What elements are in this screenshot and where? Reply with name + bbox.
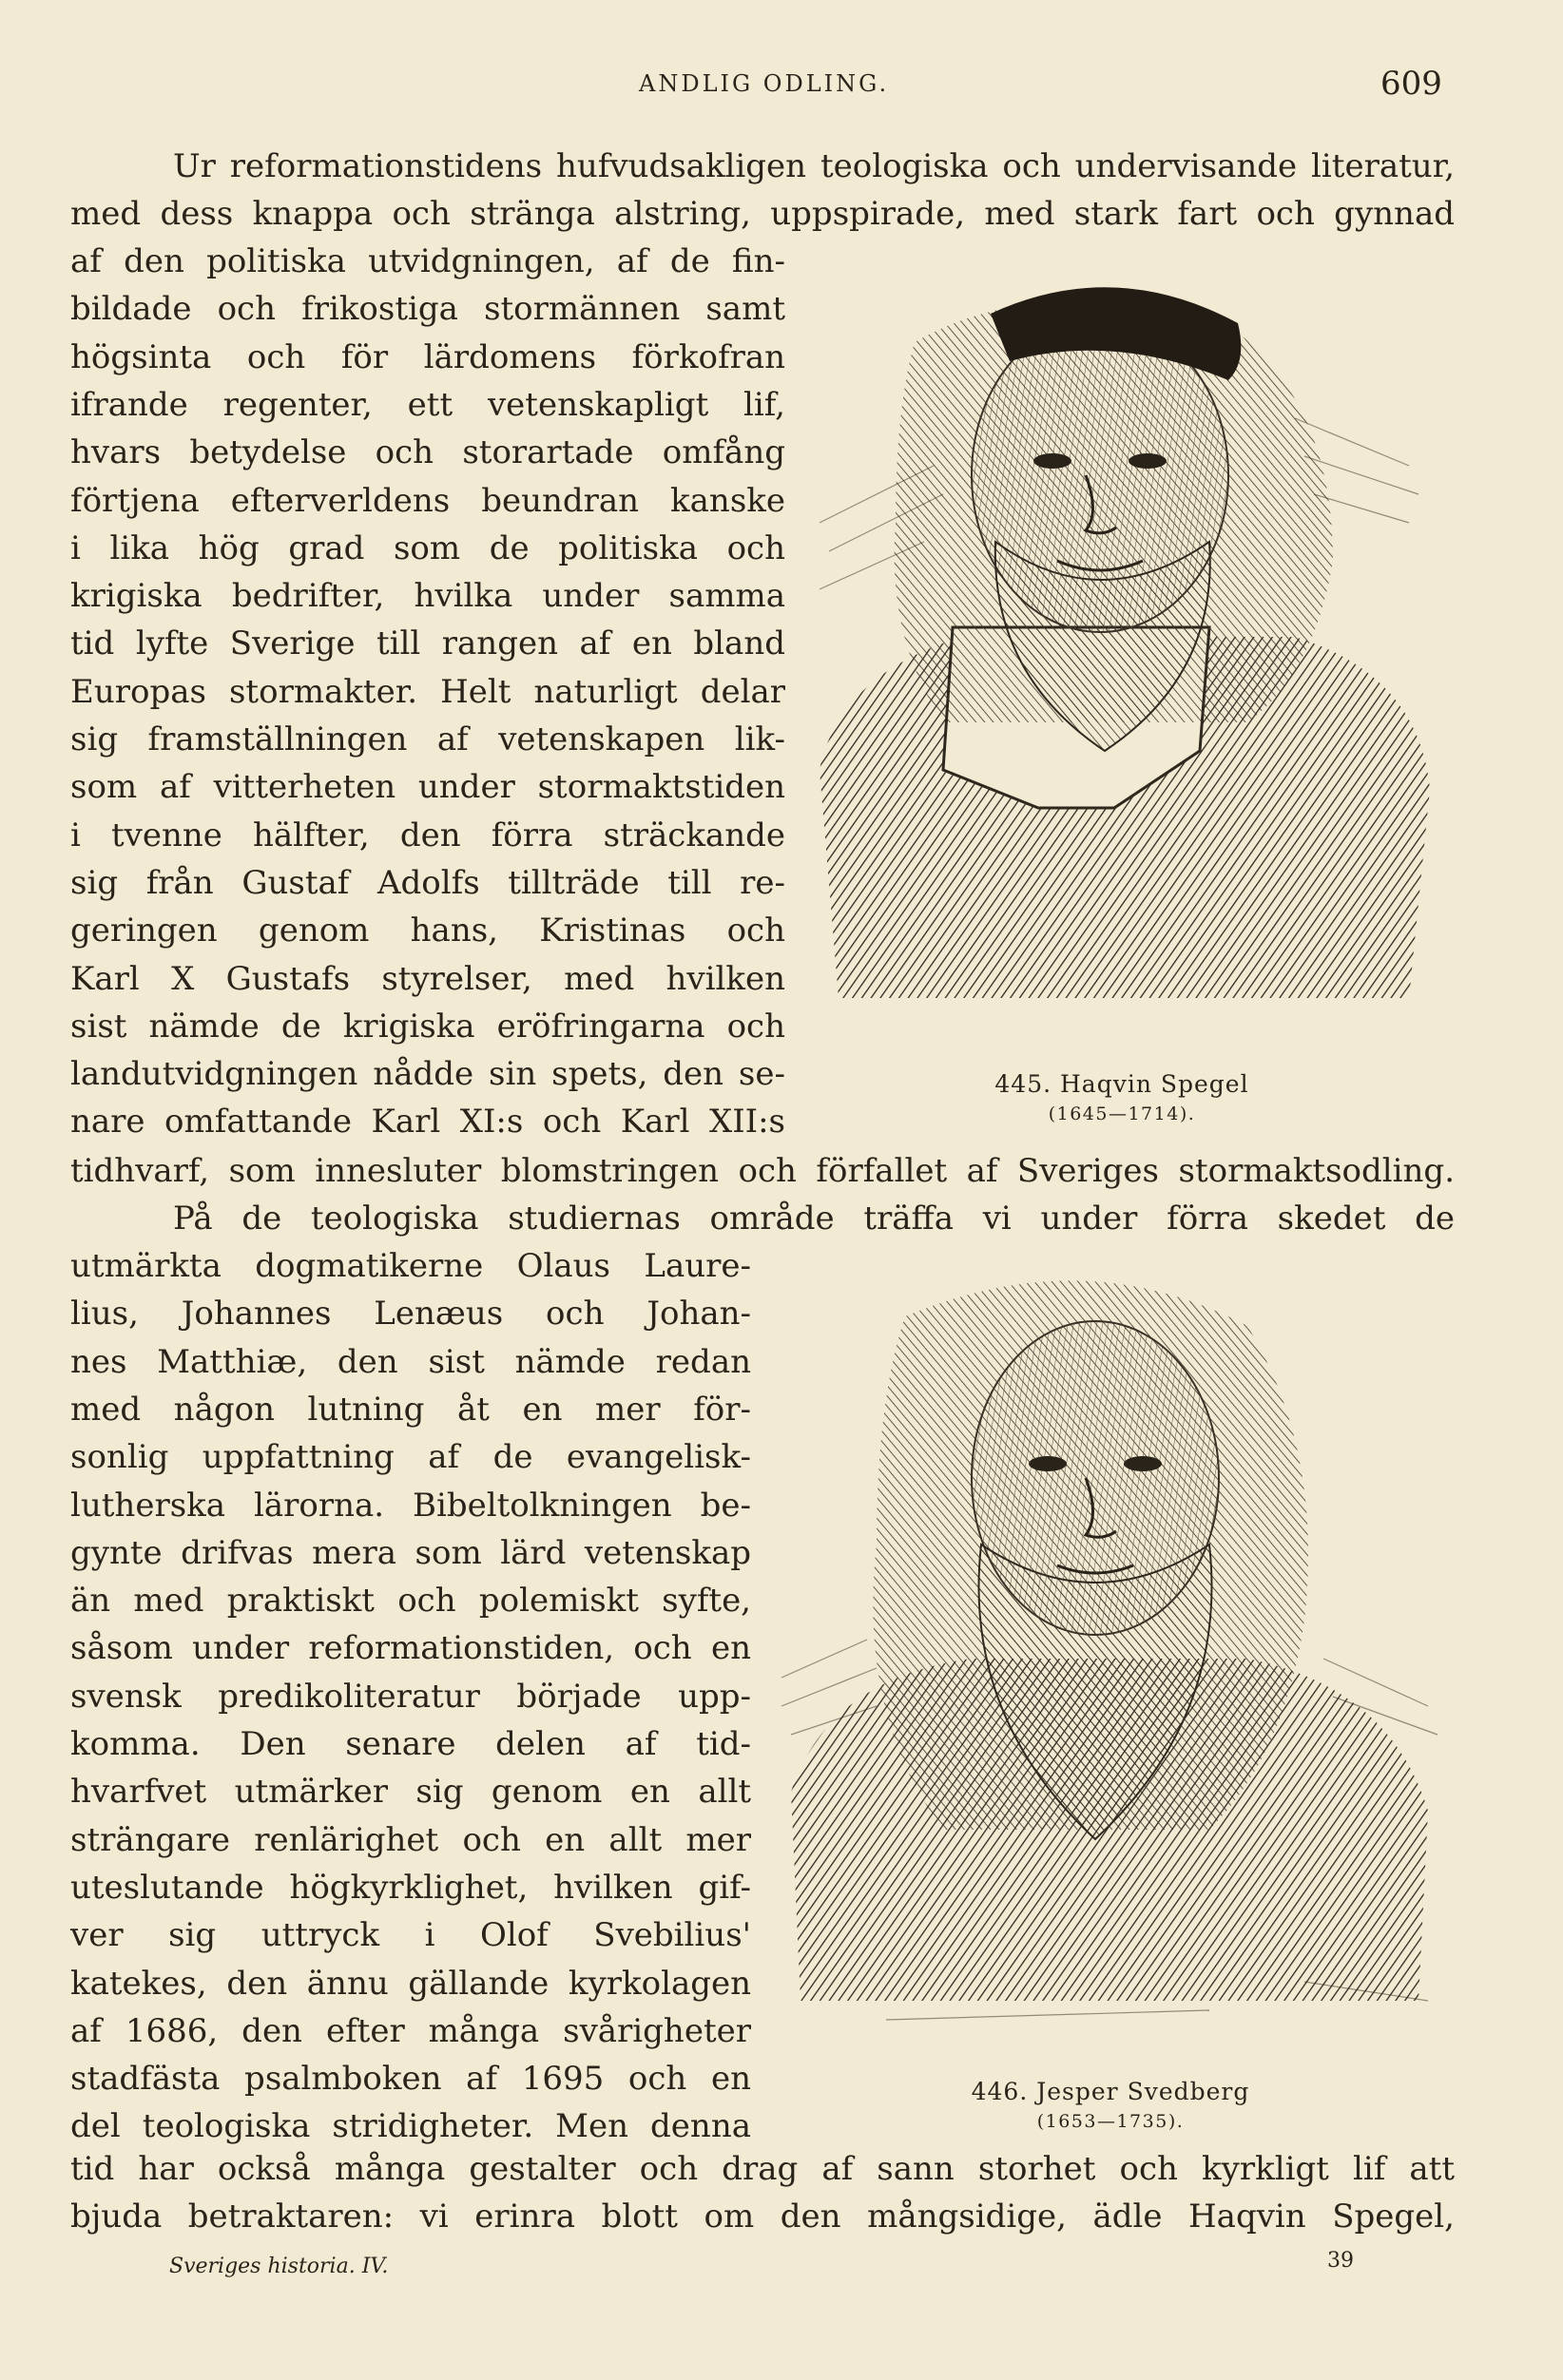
page-number: 609 (1380, 65, 1442, 103)
running-head: ANDLIG ODLING. (639, 70, 890, 97)
paragraph-1-narrow-line: geringen genom hans, Kristinas och (70, 912, 785, 950)
figure-446-caption (911, 2078, 1310, 2132)
paragraph-2-narrow-line: sonlig uppfattning af de evangelisk- (70, 1438, 751, 1477)
paragraph-1-narrow-line: i lika hög grad som de politiska och (70, 528, 785, 567)
paragraph-2-line-1: På de teologiska studiernas område träffa vi under förra skedet de (173, 1200, 1455, 1238)
paragraph-1-narrow-line: förtjena efterverldens beundran kanske (70, 481, 785, 520)
paragraph-1-narrow-line: Europas stormakter. Helt naturligt delar (70, 672, 785, 711)
paragraph-2-narrow-line: än med praktiskt och polemiskt syfte, (70, 1582, 751, 1621)
paragraph-1-narrow-line: som af vitterheten under stormaktstiden (70, 768, 785, 807)
paragraph-1-narrow-line: krigiska bedrifter, hvilka under samma (70, 577, 785, 616)
paragraph-1-narrow-line: sig framställningen af vetenskapen lik- (70, 720, 785, 758)
paragraph-2-narrow-line: svensk predikoliteratur började upp- (70, 1677, 751, 1716)
paragraph-2-narrow-line: lius, Johannes Lenæus och Johan- (70, 1295, 751, 1334)
paragraph-1-narrow-line: högsinta och för lärdomens förkofran (70, 337, 785, 376)
paragraph-2-narrow-line: gynte drifvas mera som lärd vetenskap (70, 1533, 751, 1572)
paragraph-1-narrow-line: ifrande regenter, ett vetenskapligt lif, (70, 385, 785, 424)
figure-446-dates: (1653—1735). (1036, 2111, 1185, 2132)
figure-445-dates: (1645—1714). (1048, 1104, 1196, 1124)
paragraph-1-narrow-line: i tvenne hälfter, den förra sträckande (70, 816, 785, 854)
paragraph-1-narrow-line: bildade och frikostiga stormännen samt (70, 290, 785, 329)
page-footer (0, 2249, 1563, 2293)
figure-445-caption (932, 1070, 1312, 1124)
paragraph-2-narrow-line: strängare renlärighet och en allt mer (70, 1820, 751, 1859)
paragraph-1-narrow-line: Karl X Gustafs styrelser, med hvilken (70, 959, 785, 998)
page-header (0, 65, 1563, 118)
figure-446 (772, 1259, 1445, 2048)
paragraph-2-narrow-line: komma. Den senare delen af tid- (70, 1725, 751, 1763)
paragraph-1-last-line: tidhvarf, som innesluter blomstringen och förfallet af Sveriges stormaktsodling. (70, 1152, 1455, 1190)
paragraph-2-full-line-1: tid har också många gestalter och drag af sann storhet och kyrkligt lif att (70, 2150, 1455, 2188)
signature-mark: 39 (1327, 2249, 1354, 2273)
series-title: Sveriges historia. IV. (169, 2255, 389, 2278)
paragraph-1-narrow-line: af den politiska utvidgningen, af de fin- (70, 242, 785, 280)
paragraph-2-narrow-line: lutherska lärorna. Bibeltolkningen be- (70, 1486, 751, 1525)
paragraph-1-line-2: med dess knappa och stränga alstring, uppspirade, med stark fart och gynnad (70, 195, 1455, 233)
paragraph-1-narrow-line: sist nämde de krigiska eröfringarna och (70, 1007, 785, 1046)
paragraph-1-narrow-line: hvars betydelse och storartade omfång (70, 433, 785, 472)
paragraph-2-narrow-line: katekes, den ännu gällande kyrkolagen (70, 1964, 751, 2003)
figure-445-title: 445. Haqvin Spegel (994, 1070, 1249, 1098)
paragraph-2-narrow-line: stadfästa psalmboken af 1695 och en (70, 2060, 751, 2099)
paragraph-1-narrow-line: nare omfattande Karl XI:s och Karl XII:s (70, 1103, 785, 1142)
paragraph-2-narrow-line: af 1686, den efter många svårigheter (70, 2011, 751, 2050)
paragraph-2-full-line-2: bjuda betraktaren: vi erinra blott om den mångsidige, ädle Haqvin Spegel, (70, 2198, 1455, 2236)
paragraph-1-narrow-line: tid lyfte Sverige till rangen af en bland (70, 624, 785, 663)
paragraph-2-narrow-line: ver sig uttryck i Olof Svebilius' (70, 1916, 751, 1955)
paragraph-1-narrow-line: sig från Gustaf Adolfs tillträde till re- (70, 863, 785, 902)
paragraph-2-narrow-line: uteslutande högkyrklighet, hvilken gif- (70, 1868, 751, 1907)
paragraph-1-line-1: Ur reformationstidens hufvudsakligen teologiska och undervisande literatur, (173, 147, 1455, 185)
figure-446-title: 446. Jesper Svedberg (971, 2078, 1250, 2105)
paragraph-2-narrow-line: del teologiska stridigheter. Men denna (70, 2107, 751, 2146)
paragraph-2-narrow-line: hvarfvet utmärker sig genom en allt (70, 1773, 751, 1812)
paragraph-2-narrow-line: såsom under reformationstiden, och en (70, 1629, 751, 1668)
engraved-portrait-icon (801, 276, 1443, 1036)
paragraph-2-narrow-line: utmärkta dogmatikerne Olaus Laure- (70, 1247, 751, 1285)
paragraph-2-narrow-line: nes Matthiæ, den sist nämde redan (70, 1342, 751, 1381)
engraved-portrait-icon (772, 1259, 1445, 2048)
paragraph-1-narrow-line: landutvidgningen nådde sin spets, den se- (70, 1055, 785, 1094)
figure-445 (801, 276, 1443, 1036)
paragraph-2-narrow-line: med någon lutning åt en mer för- (70, 1390, 751, 1429)
